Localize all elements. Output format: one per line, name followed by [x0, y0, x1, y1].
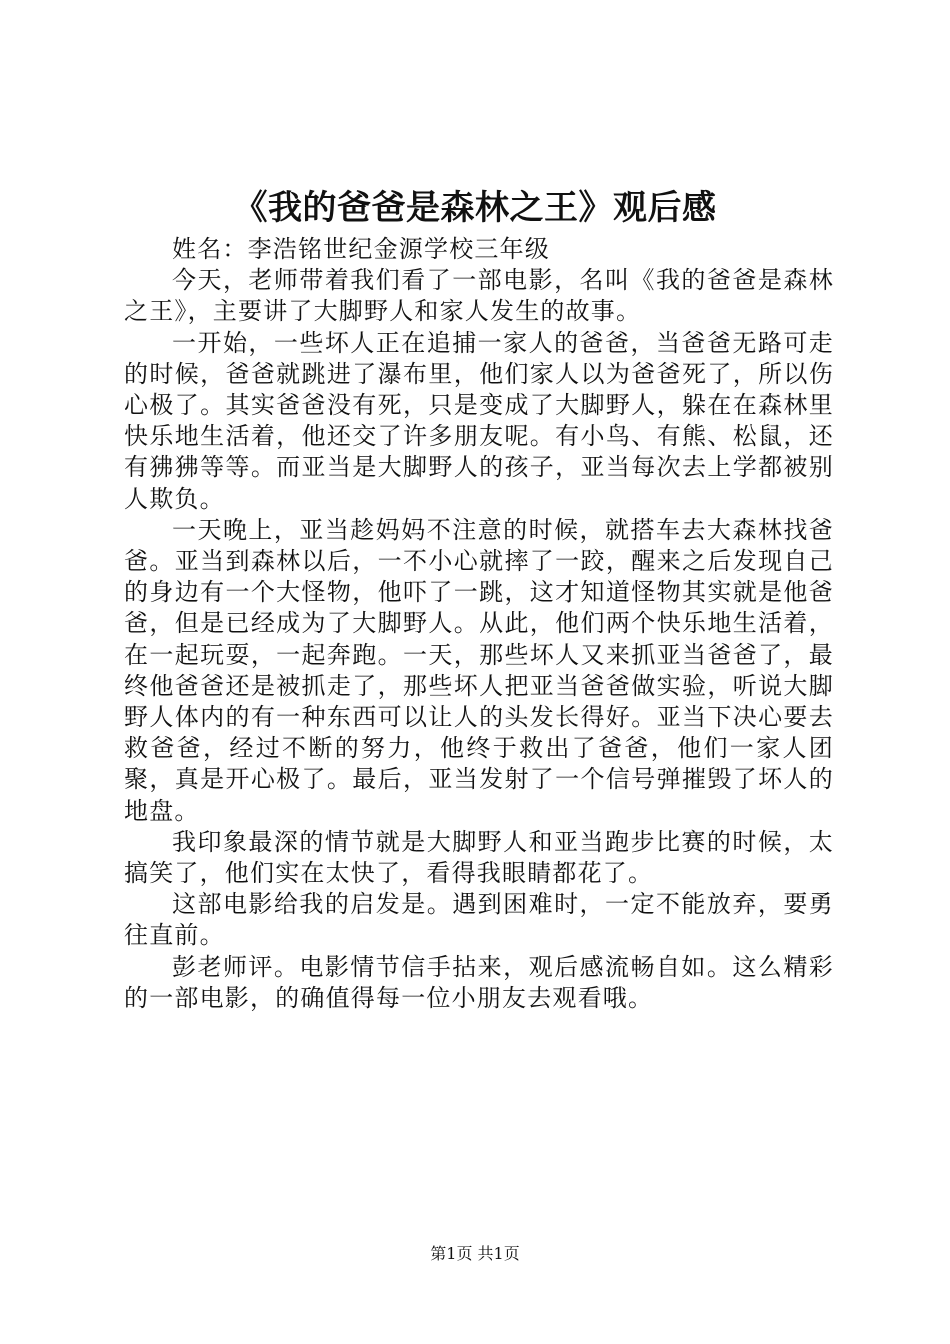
- teacher-comment: 彭老师评。电影情节信手拈来，观后感流畅自如。这么精彩的一部电影，的确值得每一位小朋友去观看哦。: [124, 952, 834, 1012]
- document-title: 《我的爸爸是森林之王》观后感: [233, 188, 717, 228]
- paragraph: 这部电影给我的启发是。遇到困难时，一定不能放弃，要勇往直前。: [124, 890, 834, 950]
- page-number: 第1页 共1页: [430, 1244, 520, 1263]
- paragraph: 今天，老师带着我们看了一部电影，名叫《我的爸爸是森林之王》，主要讲了大脚野人和家人发生的故事。: [124, 266, 834, 326]
- author-line: 姓名：李浩铭世纪金源学校三年级: [172, 235, 550, 263]
- document-body: [124, 234, 834, 1014]
- paragraph: 一开始，一些坏人正在追捕一家人的爸爸，当爸爸无路可走的时候，爸爸就跳进了瀑布里，他们家人以为爸爸死了，所以伤心极了。其实爸爸没有死，只是变成了大脚野人，躲在在森林里快乐地生活着，他还交了许多朋友呢。有小鸟、有熊、松鼠，还有狒狒等等。而亚当是大脚野人的孩子，亚当每次去上学都被别人欺负。: [124, 328, 834, 513]
- paragraph: 一天晚上，亚当趁妈妈不注意的时候，就搭车去大森林找爸爸。亚当到森林以后，一不小心就摔了一跤，醒来之后发现自己的身边有一个大怪物，他吓了一跳，这才知道怪物其实就是他爸爸，但是已经成为了大脚野人。从此，他们两个快乐地生活着，在一起玩耍，一起奔跑。一天，那些坏人又来抓亚当爸爸了，最终他爸爸还是被抓走了，那些坏人把亚当爸爸做实验，听说大脚野人体内的有一种东西可以让人的头发长得好。亚当下决心要去救爸爸，经过不断的努力，他终于救出了爸爸，他们一家人团聚，真是开心极了。最后，亚当发射了一个信号弹摧毁了坏人的地盘。: [124, 515, 834, 825]
- paragraph: 我印象最深的情节就是大脚野人和亚当跑步比赛的时候，太搞笑了，他们实在太快了，看得我眼睛都花了。: [124, 827, 834, 888]
